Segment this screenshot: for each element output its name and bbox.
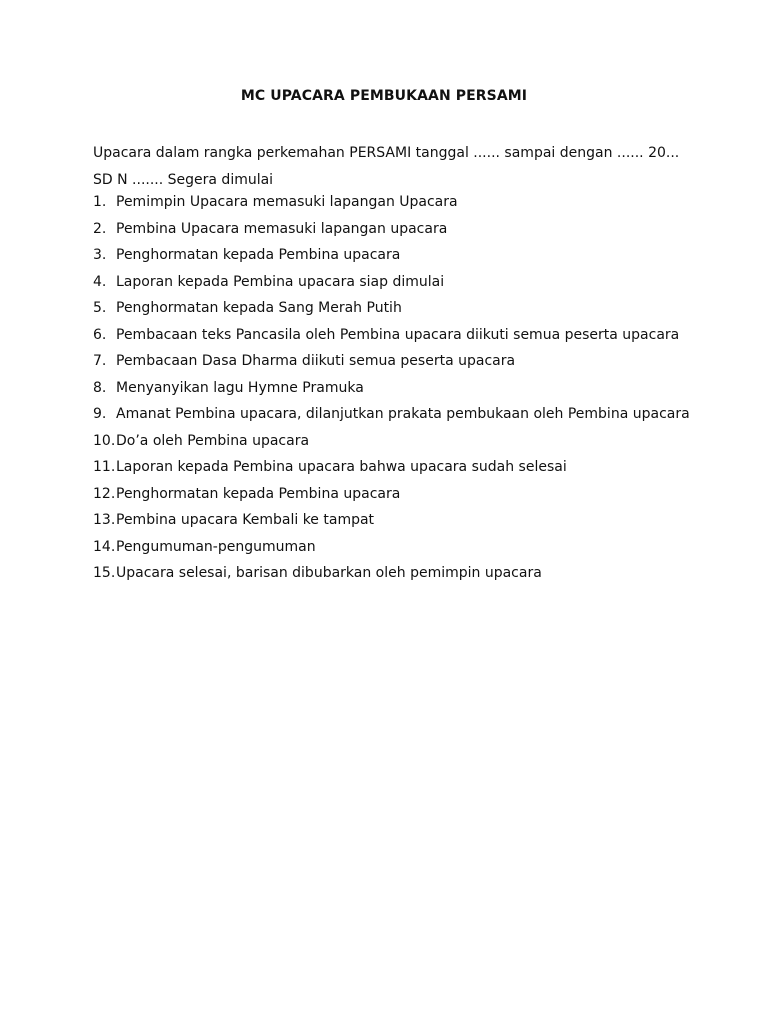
intro-line: SD N ....... Segera dimulai xyxy=(93,171,274,188)
list-item-text: Pembacaan Dasa Dharma diikuti semua peserta upacara xyxy=(116,353,516,369)
list-item xyxy=(93,454,713,481)
list-item xyxy=(93,269,713,296)
list-item-text: Pemimpin Upacara memasuki lapangan Upacara xyxy=(116,194,458,210)
list-item-number: 4. xyxy=(93,273,107,290)
list-item-text: Pengumuman-pengumuman xyxy=(116,538,316,555)
list-item-text: Laporan kepada Pembina upacara bahwa upacara sudah selesai xyxy=(116,459,567,475)
list-item-text: Penghormatan kepada Sang Merah Putih xyxy=(116,300,402,316)
list-item-number: 7. xyxy=(93,353,107,369)
list-item xyxy=(93,481,713,508)
list-item-number: 6. xyxy=(93,326,107,343)
list-item-text: Pembacaan teks Pancasila oleh Pembina upacara diikuti semua peserta upacara xyxy=(116,326,680,343)
list-item-number: 3. xyxy=(93,247,107,263)
intro-line: Upacara dalam rangka perkemahan PERSAMI tanggal ...... sampai dengan ...... 20... xyxy=(93,145,680,161)
list-item-text: Do’a oleh Pembina upacara xyxy=(116,432,310,449)
ceremony-steps-list xyxy=(93,189,713,587)
list-item-number: 11. xyxy=(93,459,116,475)
list-item-number: 9. xyxy=(93,406,107,422)
intro-paragraph xyxy=(93,140,693,193)
list-item-number: 12. xyxy=(93,485,116,502)
list-item-number: 2. xyxy=(93,220,107,237)
list-item-number: 1. xyxy=(93,194,107,210)
list-item xyxy=(93,534,713,561)
list-item-number: 14. xyxy=(93,538,116,555)
list-item-number: 8. xyxy=(93,379,107,396)
list-item xyxy=(93,322,713,349)
list-item-text: Menyanyikan lagu Hymne Pramuka xyxy=(116,379,364,396)
list-item xyxy=(93,216,713,243)
list-item-text: Amanat Pembina upacara, dilanjutkan prakata pembukaan oleh Pembina upacara xyxy=(116,406,690,422)
document-title: MC UPACARA PEMBUKAAN PERSAMI xyxy=(240,88,528,104)
list-item xyxy=(93,428,713,455)
list-item-text: Upacara selesai, barisan dibubarkan oleh pemimpin upacara xyxy=(116,565,542,581)
list-item-number: 13. xyxy=(93,512,116,528)
list-item-number: 10. xyxy=(93,432,116,449)
list-item xyxy=(93,189,713,216)
list-item xyxy=(93,401,713,428)
list-item xyxy=(93,507,713,534)
list-item-text: Laporan kepada Pembina upacara siap dimulai xyxy=(116,273,445,290)
list-item xyxy=(93,242,713,269)
list-item-text: Pembina upacara Kembali ke tampat xyxy=(116,512,375,528)
list-item-text: Penghormatan kepada Pembina upacara xyxy=(116,485,401,502)
list-item xyxy=(93,295,713,322)
list-item-number: 5. xyxy=(93,300,107,316)
list-item xyxy=(93,560,713,587)
list-item xyxy=(93,375,713,402)
list-item xyxy=(93,348,713,375)
list-item-text: Pembina Upacara memasuki lapangan upacara xyxy=(116,220,448,237)
list-item-number: 15. xyxy=(93,565,116,581)
list-item-text: Penghormatan kepada Pembina upacara xyxy=(116,247,401,263)
